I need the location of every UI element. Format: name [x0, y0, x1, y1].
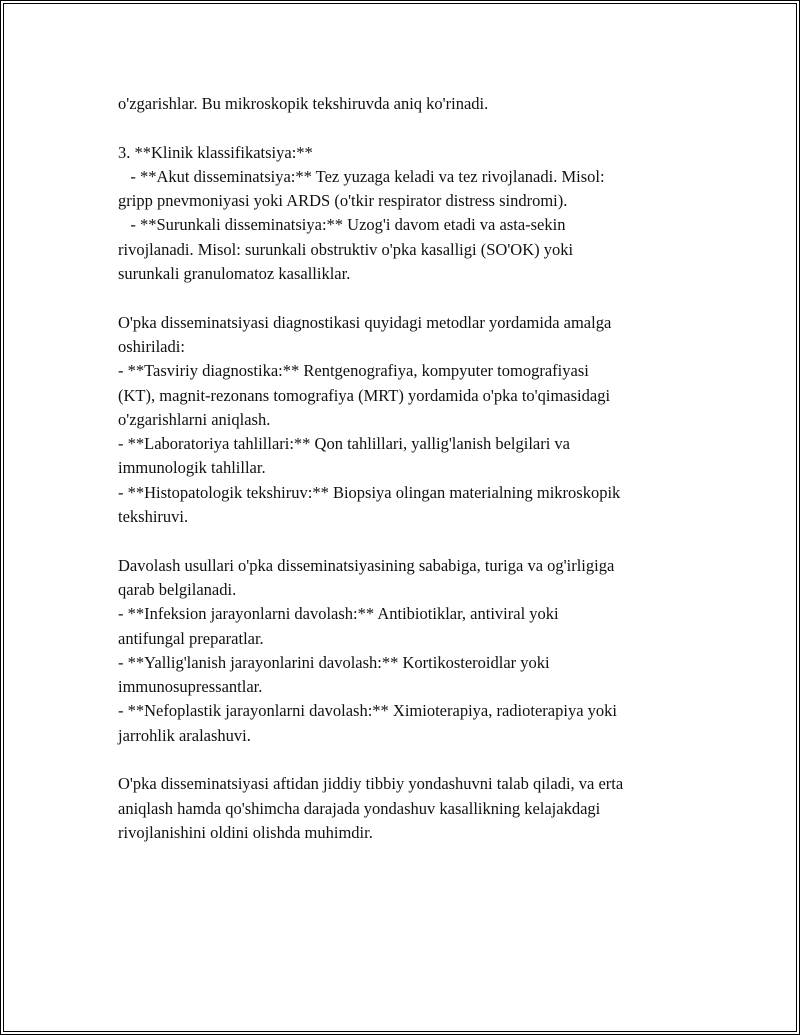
- text-line: - **Nefoplastik jarayonlarni davolash:** Ximioterapiya, radioterapiya yoki: [118, 701, 617, 721]
- text-line: o'zgarishlarni aniqlash.: [118, 409, 271, 429]
- section-heading: 3. **Klinik klassifikatsiya:**: [118, 142, 313, 162]
- text-line: rivojlanadi. Misol: surunkali obstruktiv o'pka kasalligi (SO'OK) yoki: [118, 239, 574, 259]
- paragraph-gap: [118, 286, 703, 310]
- text-line: immunosupressantlar.: [118, 677, 263, 697]
- text-line: - **Yallig'lanish jarayonlarini davolash:** Kortikosteroidlar yoki: [118, 652, 550, 672]
- text-line: gripp pnevmoniyasi yoki ARDS (o'tkir respirator distress sindromi).: [118, 191, 568, 211]
- text-line: - **Akut disseminatsiya:** Tez yuzaga keladi va tez rivojlanadi. Misol:: [118, 166, 605, 186]
- text-line: - **Laboratoriya tahlillari:** Qon tahlillari, yallig'lanish belgilari va: [118, 434, 571, 454]
- text-line: Davolash usullari o'pka disseminatsiyasining sababiga, turiga va og'irligiga: [118, 555, 615, 575]
- text-line: O'pka disseminatsiyasi diagnostikasi quyidagi metodlar yordamida amalga: [118, 312, 612, 332]
- text-line: qarab belgilanadi.: [118, 579, 237, 599]
- text-line: O'pka disseminatsiyasi aftidan jiddiy tibbiy yondashuvni talab qiladi, va erta: [118, 774, 624, 794]
- text-line: tekshiruvi.: [118, 507, 189, 527]
- text-line: - **Infeksion jarayonlarni davolash:** Antibiotiklar, antiviral yoki: [118, 604, 559, 624]
- text-line: jarrohlik aralashuvi.: [118, 725, 251, 745]
- paragraph-gap: [118, 529, 703, 553]
- text-line: o'zgarishlar. Bu mikroskopik tekshiruvda aniq ko'rinadi.: [118, 94, 489, 113]
- text-line: rivojlanishini oldini olishda muhimdir.: [118, 822, 373, 842]
- text-line: antifungal preparatlar.: [118, 628, 264, 648]
- paragraph-gap: [118, 748, 703, 772]
- text-line: immunologik tahlillar.: [118, 458, 266, 478]
- text-line: - **Histopatologik tekshiruv:** Biopsiya olingan materialning mikroskopik: [118, 482, 621, 502]
- document-body: [118, 92, 703, 845]
- text-line: - **Tasviriy diagnostika:** Rentgenografiya, kompyuter tomografiyasi: [118, 361, 589, 381]
- text-line: (KT), magnit-rezonans tomografiya (MRT) yordamida o'pka to'qimasidagi: [118, 385, 611, 405]
- text-line: surunkali granulomatoz kasalliklar.: [118, 264, 351, 284]
- text-line: oshiriladi:: [118, 336, 185, 356]
- text-line: aniqlash hamda qo'shimcha darajada yondashuv kasallikning kelajakdagi: [118, 798, 601, 818]
- paragraph-gap: [118, 116, 703, 140]
- text-line: - **Surunkali disseminatsiya:** Uzog'i davom etadi va asta-sekin: [118, 215, 566, 235]
